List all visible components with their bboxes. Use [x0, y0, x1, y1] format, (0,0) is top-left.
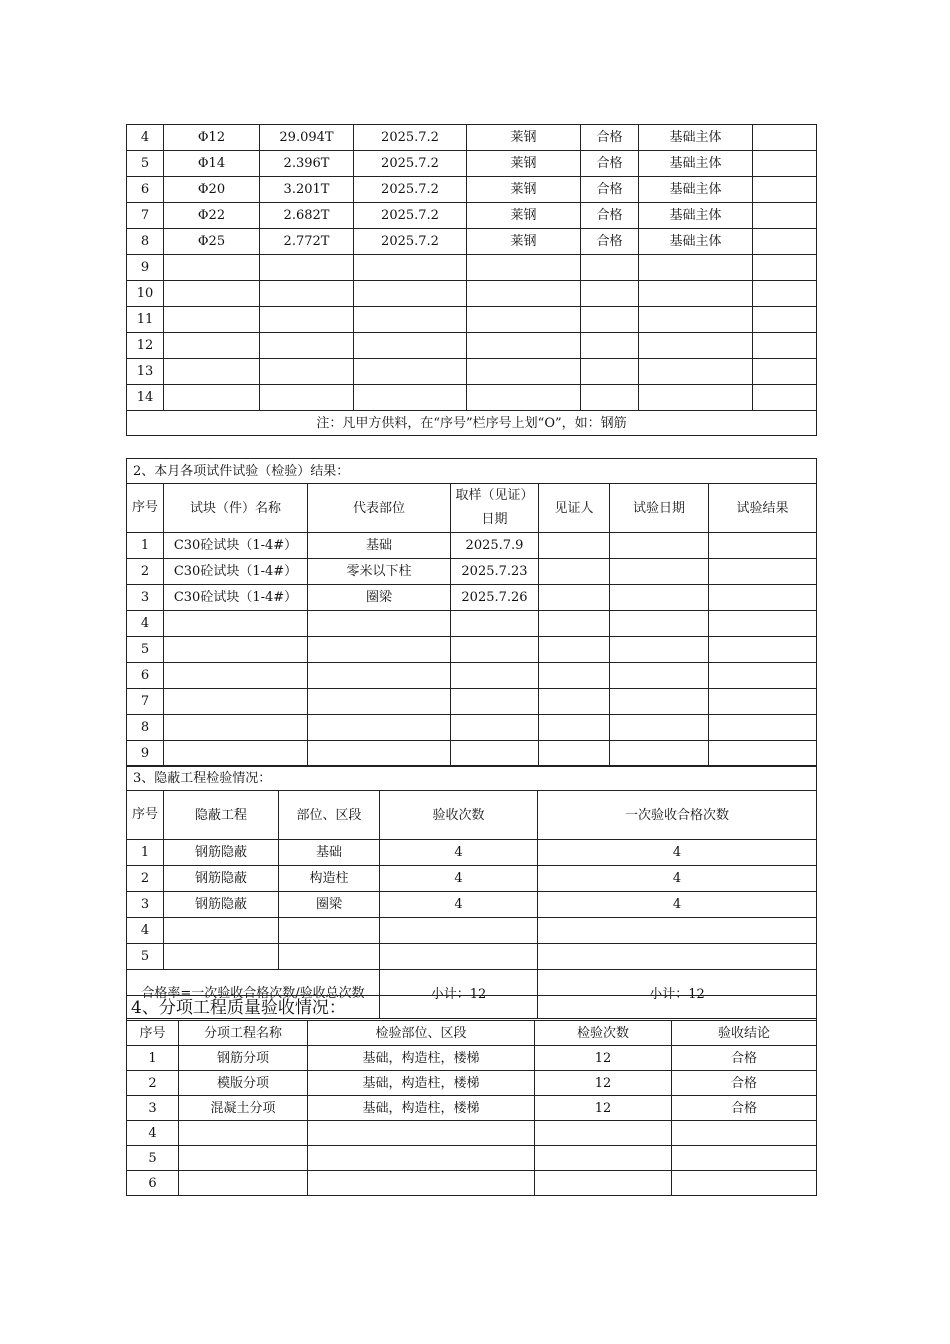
subitems-header-index: 序号: [127, 1021, 179, 1046]
material-row-cell: 3.201T: [260, 177, 354, 203]
subitem-row-cell: 基础，构造柱，楼梯: [308, 1096, 535, 1121]
specimen-row-cell: 圈梁: [308, 585, 451, 611]
specimens-body: [127, 533, 817, 767]
specimen-row: [127, 637, 817, 663]
materials-note-row: [127, 411, 817, 436]
specimen-row: [127, 689, 817, 715]
subitem-row: [127, 1171, 817, 1196]
hidden-work-row: [127, 866, 817, 892]
hidden-work-row-cell: 钢筋隐蔽: [164, 866, 279, 892]
specimens-header-sample-date: 取样（见证）日期: [451, 484, 539, 533]
material-row-cell: 基础主体: [639, 151, 753, 177]
subitem-row-cell: [179, 1121, 308, 1146]
material-row-cell: [260, 385, 354, 411]
hidden-header-pass-count: 一次验收合格次数: [538, 791, 817, 840]
material-row-cell: 莱钢: [467, 203, 581, 229]
specimen-row-cell: [709, 611, 817, 637]
specimen-row-cell: [610, 637, 709, 663]
subitem-row-cell: [672, 1121, 817, 1146]
hidden-work-row: [127, 892, 817, 918]
material-row-cell: [581, 255, 639, 281]
subitem-row-cell: 模版分项: [179, 1071, 308, 1096]
specimen-row-cell: [164, 741, 308, 767]
material-row-cell: [581, 333, 639, 359]
specimen-row-cell: [709, 715, 817, 741]
material-row-cell: [753, 307, 817, 333]
hidden-header-row: [127, 791, 817, 840]
specimens-header-index: 序号: [127, 484, 164, 533]
specimens-header-result: 试验结果: [709, 484, 817, 533]
material-row-cell: [467, 333, 581, 359]
material-row-cell: 13: [127, 359, 164, 385]
specimens-table: [126, 458, 817, 767]
specimen-row-cell: [610, 611, 709, 637]
specimen-row-cell: [308, 715, 451, 741]
material-row-cell: Φ25: [164, 229, 260, 255]
hidden-work-row-cell: [164, 918, 279, 944]
specimen-row-cell: [539, 533, 610, 559]
specimen-row-cell: 5: [127, 637, 164, 663]
specimen-row-cell: [308, 611, 451, 637]
material-row-cell: [164, 307, 260, 333]
material-row-cell: 莱钢: [467, 229, 581, 255]
subitem-row-cell: [308, 1146, 535, 1171]
material-row-cell: [164, 281, 260, 307]
material-row-cell: 基础主体: [639, 229, 753, 255]
material-row-cell: [753, 333, 817, 359]
subitem-row: [127, 1121, 817, 1146]
material-row-cell: [753, 203, 817, 229]
material-row-cell: 7: [127, 203, 164, 229]
material-row-cell: 莱钢: [467, 125, 581, 151]
specimens-title-row: [127, 459, 817, 484]
subitems-header-name: 分项工程名称: [179, 1021, 308, 1046]
material-row-cell: [467, 281, 581, 307]
hidden-work-row-cell: 钢筋隐蔽: [164, 892, 279, 918]
material-row-cell: 6: [127, 177, 164, 203]
material-row-cell: 2025.7.2: [354, 177, 467, 203]
pass-rate-label: 合格率=一次验收合格次数/验收总次数: [127, 970, 380, 1019]
materials-body: [127, 125, 817, 411]
specimen-row-cell: C30砼试块（1-4#）: [164, 533, 308, 559]
material-row-cell: [260, 281, 354, 307]
specimen-row-cell: [539, 663, 610, 689]
material-row: [127, 307, 817, 333]
subitems-body: [127, 1046, 817, 1196]
material-row-cell: [753, 125, 817, 151]
material-row: [127, 229, 817, 255]
material-row: [127, 281, 817, 307]
specimen-row-cell: [308, 663, 451, 689]
specimens-header-name: 试块（件）名称: [164, 484, 308, 533]
specimen-row-cell: [539, 585, 610, 611]
specimen-row-cell: [539, 637, 610, 663]
material-row-cell: [467, 255, 581, 281]
material-row-cell: 5: [127, 151, 164, 177]
specimen-row-cell: [539, 559, 610, 585]
subitem-row: [127, 1096, 817, 1121]
material-row-cell: [581, 359, 639, 385]
material-row-cell: [581, 281, 639, 307]
hidden-work-row-cell: [538, 944, 817, 970]
subitem-row-cell: [672, 1146, 817, 1171]
hidden-header-count: 验收次数: [380, 791, 538, 840]
specimen-row-cell: 2025.7.26: [451, 585, 539, 611]
materials-note: 注：凡甲方供料，在“序号”栏序号上划“O”，如：钢筋: [127, 411, 817, 436]
specimen-row-cell: [451, 637, 539, 663]
material-row-cell: 合格: [581, 125, 639, 151]
specimen-row-cell: [164, 689, 308, 715]
hidden-work-row-cell: 3: [127, 892, 164, 918]
subitem-row-cell: 6: [127, 1171, 179, 1196]
material-row-cell: [753, 281, 817, 307]
specimens-section-title: 2、本月各项试件试验（检验）结果：: [127, 459, 817, 484]
subitem-row-cell: 合格: [672, 1071, 817, 1096]
subitem-row-cell: [535, 1146, 672, 1171]
material-row-cell: 基础主体: [639, 177, 753, 203]
subitem-row-cell: 混凝土分项: [179, 1096, 308, 1121]
specimen-row-cell: C30砼试块（1-4#）: [164, 585, 308, 611]
material-row-cell: 12: [127, 333, 164, 359]
material-row-cell: [639, 359, 753, 385]
specimen-row-cell: 基础: [308, 533, 451, 559]
specimen-row-cell: [308, 741, 451, 767]
material-row-cell: [753, 151, 817, 177]
specimen-row-cell: [610, 715, 709, 741]
specimen-row-cell: [610, 741, 709, 767]
material-row-cell: [354, 307, 467, 333]
material-row-cell: [467, 385, 581, 411]
specimen-row: [127, 559, 817, 585]
specimen-row: [127, 533, 817, 559]
subitem-row-cell: 2: [127, 1071, 179, 1096]
specimen-row-cell: [539, 689, 610, 715]
hidden-work-row-cell: 4: [380, 840, 538, 866]
material-row: [127, 151, 817, 177]
material-row-cell: Φ14: [164, 151, 260, 177]
hidden-work-row: [127, 840, 817, 866]
material-row: [127, 125, 817, 151]
hidden-work-row-cell: 2: [127, 866, 164, 892]
material-row-cell: [467, 307, 581, 333]
material-row-cell: Φ22: [164, 203, 260, 229]
material-row-cell: Φ20: [164, 177, 260, 203]
material-row: [127, 359, 817, 385]
specimen-row-cell: 9: [127, 741, 164, 767]
material-row-cell: [164, 255, 260, 281]
material-row: [127, 203, 817, 229]
hidden-work-row-cell: 5: [127, 944, 164, 970]
hidden-work-row-cell: [538, 918, 817, 944]
subitem-row-cell: [535, 1171, 672, 1196]
specimen-row-cell: [451, 663, 539, 689]
specimen-row-cell: [539, 611, 610, 637]
material-row-cell: [753, 385, 817, 411]
hidden-section-title: 3、隐蔽工程检验情况：: [127, 766, 817, 791]
hidden-work-row: [127, 944, 817, 970]
subitems-title-row: [127, 996, 817, 1021]
specimen-row-cell: [709, 585, 817, 611]
specimen-row: [127, 663, 817, 689]
subitem-row-cell: 基础，构造柱，楼梯: [308, 1071, 535, 1096]
material-row-cell: [260, 333, 354, 359]
material-row-cell: 2025.7.2: [354, 203, 467, 229]
subitems-header-row: [127, 1021, 817, 1046]
subitem-row-cell: 合格: [672, 1096, 817, 1121]
specimen-row: [127, 585, 817, 611]
subitems-header-conclusion: 验收结论: [672, 1021, 817, 1046]
specimen-row-cell: [308, 637, 451, 663]
hidden-work-row-cell: 构造柱: [279, 866, 380, 892]
subtotal-pass-count: 小计：12: [538, 970, 817, 1019]
specimen-row-cell: 2025.7.9: [451, 533, 539, 559]
hidden-work-row-cell: [164, 944, 279, 970]
hidden-header-index: 序号: [127, 791, 164, 840]
material-row-cell: [354, 255, 467, 281]
subitem-row-cell: 5: [127, 1146, 179, 1171]
material-row-cell: 莱钢: [467, 177, 581, 203]
specimens-header-row: [127, 484, 817, 533]
subtotal-count: 小计：12: [380, 970, 538, 1019]
hidden-work-row-cell: [279, 944, 380, 970]
material-row: [127, 333, 817, 359]
subitem-row-cell: [308, 1121, 535, 1146]
hidden-header-location: 部位、区段: [279, 791, 380, 840]
material-row-cell: [164, 359, 260, 385]
specimen-row-cell: [709, 637, 817, 663]
material-row-cell: [639, 333, 753, 359]
specimen-row-cell: [539, 741, 610, 767]
hidden-work-row-cell: 4: [380, 866, 538, 892]
specimen-row-cell: [451, 715, 539, 741]
specimen-row-cell: [164, 663, 308, 689]
specimen-row-cell: C30砼试块（1-4#）: [164, 559, 308, 585]
specimen-row-cell: 零米以下柱: [308, 559, 451, 585]
material-row-cell: [354, 333, 467, 359]
material-row: [127, 177, 817, 203]
subitem-row-cell: [308, 1171, 535, 1196]
specimen-row-cell: [164, 611, 308, 637]
material-row-cell: 10: [127, 281, 164, 307]
material-row-cell: [581, 385, 639, 411]
material-row: [127, 385, 817, 411]
specimen-row-cell: [451, 611, 539, 637]
material-row-cell: 2.396T: [260, 151, 354, 177]
specimen-row-cell: 6: [127, 663, 164, 689]
hidden-work-row-cell: 4: [538, 892, 817, 918]
subitem-row-cell: [535, 1121, 672, 1146]
material-row-cell: 合格: [581, 229, 639, 255]
material-row-cell: [260, 359, 354, 385]
specimen-row-cell: 8: [127, 715, 164, 741]
material-row-cell: 莱钢: [467, 151, 581, 177]
subitem-row: [127, 1046, 817, 1071]
material-row-cell: [581, 307, 639, 333]
specimens-header-location: 代表部位: [308, 484, 451, 533]
hidden-works-table: [126, 765, 817, 1019]
subitem-row-cell: 1: [127, 1046, 179, 1071]
specimen-row-cell: [709, 689, 817, 715]
specimen-row-cell: 4: [127, 611, 164, 637]
material-row-cell: [639, 307, 753, 333]
specimen-row: [127, 741, 817, 767]
hidden-work-row-cell: 4: [538, 866, 817, 892]
material-row-cell: [753, 229, 817, 255]
material-row-cell: [639, 255, 753, 281]
specimen-row-cell: [709, 533, 817, 559]
material-row-cell: [260, 255, 354, 281]
subitem-row-cell: [179, 1171, 308, 1196]
material-row-cell: [354, 385, 467, 411]
specimen-row-cell: [610, 559, 709, 585]
hidden-title-row: [127, 766, 817, 791]
material-row: [127, 255, 817, 281]
material-row-cell: 14: [127, 385, 164, 411]
specimen-row-cell: 7: [127, 689, 164, 715]
hidden-work-row-cell: 钢筋隐蔽: [164, 840, 279, 866]
material-row-cell: [639, 385, 753, 411]
specimen-row-cell: [539, 715, 610, 741]
subitem-row-cell: 4: [127, 1121, 179, 1146]
subitem-row-cell: [672, 1171, 817, 1196]
subitem-row-cell: 12: [535, 1046, 672, 1071]
subitem-row: [127, 1071, 817, 1096]
material-row-cell: 29.094T: [260, 125, 354, 151]
subitems-header-location: 检验部位、区段: [308, 1021, 535, 1046]
material-row-cell: 2025.7.2: [354, 125, 467, 151]
material-row-cell: 2025.7.2: [354, 229, 467, 255]
material-row-cell: [639, 281, 753, 307]
hidden-work-row-cell: [380, 918, 538, 944]
subitem-row: [127, 1146, 817, 1171]
material-row-cell: 8: [127, 229, 164, 255]
subitems-header-count: 检验次数: [535, 1021, 672, 1046]
material-row-cell: 11: [127, 307, 164, 333]
hidden-work-row-cell: [380, 944, 538, 970]
material-row-cell: 合格: [581, 151, 639, 177]
specimen-row-cell: [610, 585, 709, 611]
hidden-work-row-cell: [279, 918, 380, 944]
hidden-work-row-cell: 基础: [279, 840, 380, 866]
material-row-cell: 9: [127, 255, 164, 281]
material-row-cell: 4: [127, 125, 164, 151]
specimen-row-cell: 1: [127, 533, 164, 559]
specimen-row-cell: [451, 741, 539, 767]
specimen-row: [127, 715, 817, 741]
material-row-cell: 基础主体: [639, 203, 753, 229]
hidden-work-row-cell: 4: [538, 840, 817, 866]
specimen-row-cell: [709, 559, 817, 585]
subitem-row-cell: 3: [127, 1096, 179, 1121]
hidden-work-row-cell: 圈梁: [279, 892, 380, 918]
subitem-row-cell: 12: [535, 1071, 672, 1096]
subitem-row-cell: 基础，构造柱，楼梯: [308, 1046, 535, 1071]
material-row-cell: 合格: [581, 177, 639, 203]
material-row-cell: [467, 359, 581, 385]
material-row-cell: [164, 385, 260, 411]
specimens-header-test-date: 试验日期: [610, 484, 709, 533]
hidden-work-row: [127, 918, 817, 944]
subitem-row-cell: [179, 1146, 308, 1171]
specimen-row-cell: 3: [127, 585, 164, 611]
specimen-row-cell: [709, 663, 817, 689]
material-row-cell: [164, 333, 260, 359]
specimen-row-cell: [164, 715, 308, 741]
specimens-header-witness: 见证人: [539, 484, 610, 533]
specimen-row-cell: [709, 741, 817, 767]
subitem-row-cell: 合格: [672, 1046, 817, 1071]
hidden-body: [127, 840, 817, 970]
hidden-work-row-cell: 4: [380, 892, 538, 918]
material-row-cell: [753, 177, 817, 203]
subitems-section-title: 4、分项工程质量验收情况：: [127, 996, 817, 1021]
specimen-row-cell: [610, 689, 709, 715]
subitem-row-cell: 钢筋分项: [179, 1046, 308, 1071]
material-row-cell: 2.682T: [260, 203, 354, 229]
materials-table: [126, 124, 817, 436]
subitem-row-cell: 12: [535, 1096, 672, 1121]
specimen-row: [127, 611, 817, 637]
hidden-work-row-cell: 1: [127, 840, 164, 866]
material-row-cell: 基础主体: [639, 125, 753, 151]
specimen-row-cell: 2025.7.23: [451, 559, 539, 585]
specimen-row-cell: [308, 689, 451, 715]
material-row-cell: [354, 281, 467, 307]
specimen-row-cell: [451, 689, 539, 715]
specimen-row-cell: [610, 663, 709, 689]
material-row-cell: [354, 359, 467, 385]
material-row-cell: 合格: [581, 203, 639, 229]
material-row-cell: 2025.7.2: [354, 151, 467, 177]
material-row-cell: [753, 359, 817, 385]
hidden-header-work: 隐蔽工程: [164, 791, 279, 840]
specimen-row-cell: [164, 637, 308, 663]
material-row-cell: Φ12: [164, 125, 260, 151]
specimen-row-cell: 2: [127, 559, 164, 585]
hidden-work-row-cell: 4: [127, 918, 164, 944]
subitems-table: [126, 995, 817, 1196]
material-row-cell: [260, 307, 354, 333]
specimen-row-cell: [610, 533, 709, 559]
material-row-cell: 2.772T: [260, 229, 354, 255]
material-row-cell: [753, 255, 817, 281]
